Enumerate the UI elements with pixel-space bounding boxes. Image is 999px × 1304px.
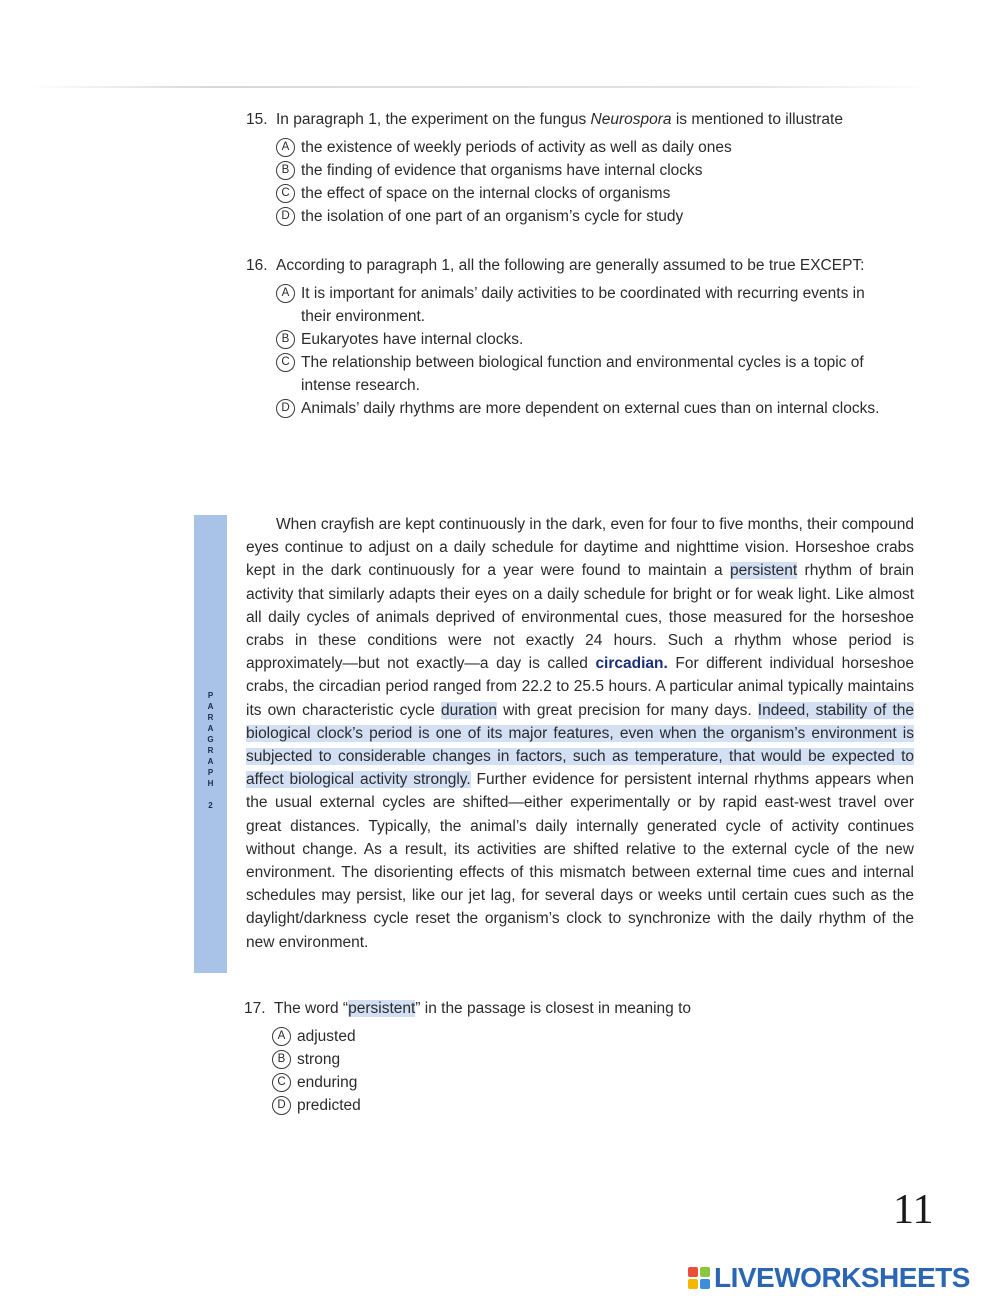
option-d[interactable] [272,1094,844,1117]
option-letter-circle[interactable]: B [272,1050,291,1069]
option-b[interactable] [276,159,916,182]
question-number: 16. [246,257,268,274]
option-letter-circle[interactable]: D [272,1096,291,1115]
option-text: the finding of evidence that organisms have internal clocks [301,162,703,179]
logo-square [700,1267,710,1277]
option-text: Eukaryotes have internal clocks. [301,331,524,348]
question-number: 17. [244,1000,266,1017]
option-text: It is important for animals’ daily activities to be coordinated with recurring events in their environment. [301,285,865,325]
paragraph-tab [194,515,227,973]
option-text: The relationship between biological function and environmental cycles is a topic of intense research. [301,354,864,394]
logo-square [688,1279,698,1289]
question-text: According to paragraph 1, all the following are generally assumed to be true EXCEPT: [276,257,865,274]
option-text: Animals’ daily rhythms are more dependent on external cues than on internal clocks. [301,400,880,417]
option-c[interactable] [276,351,886,397]
page-number: 11 [893,1187,934,1233]
option-b[interactable] [276,328,886,351]
question-16 [246,254,886,420]
option-letter-circle[interactable]: B [276,330,295,349]
highlight-sentence: Indeed, stability of the biological clock’s period is one of its major features, even when the organism’s environment is subjected to considerable changes in factors, such as temperature, that would be expected to affect biological activity strongly. [246,701,915,789]
highlight-persistent: persistent [348,1000,416,1017]
option-letter-circle[interactable]: D [276,207,295,226]
option-text: the effect of space on the internal clocks of organisms [301,185,671,202]
key-term: circadian. [595,655,668,673]
logo-square [700,1279,710,1289]
brand-name: LIVEWORKSHEETS [714,1262,970,1293]
question-stem [244,997,844,1020]
option-a[interactable] [276,136,916,159]
question-stem [246,254,886,277]
option-letter-circle[interactable]: C [276,184,295,203]
option-b[interactable] [272,1048,844,1071]
option-letter-circle[interactable]: A [272,1027,291,1046]
option-text: the isolation of one part of an organism’s cycle for study [301,208,684,225]
option-letter-circle[interactable]: B [276,161,295,180]
option-letter-circle[interactable]: D [276,399,295,418]
option-text: the existence of weekly periods of activity as well as daily ones [301,139,732,156]
highlight-persistent: persistent [730,562,798,580]
option-text: strong [297,1051,341,1068]
paragraph-tab-label [194,690,227,811]
option-c[interactable] [276,182,916,205]
option-letter-circle[interactable]: A [276,284,295,303]
option-letter-circle[interactable]: A [276,138,295,157]
top-divider [30,86,930,88]
passage-paragraph: When crayfish are kept continuously in the dark, even for four to five months, their compound eyes continue to adjust on a daily schedule for daytime and nighttime vision. Horseshoe crabs kept in the dark continuously for a year were found to maintain a persistent rhythm of brain activity that similarly adapts their eyes on a daily schedule for bright or for weak light. Like almost all daily cycles of animals deprived of environmental cues, those measured for the horseshoe crabs in these conditions were not exactly 24 hours. Such a rhythm whose period is approximately—but not exactly—a day is called circadian. For different individual horseshoe crabs, the circadian period ranged from 22.2 to 25.5 hours. A particular animal typically maintains its own characteristic cycle duration with great precision for many days. Indeed, stability of the biological clock’s period is one of its major features, even when the organism’s environment is subjected to considerable changes in factors, such as temperature, that would be expected to affect biological activity strongly. Further evidence for persistent internal rhythms appears when the usual external cycles are shifted—either experimentally or by rapid east-west travel over great distances. Typically, the animal’s daily internally generated cycle of activity continues without change. As a result, its activities are shifted relative to the external cycle of the new environment. The disorienting effects of this mismatch between external time cues and internal schedules may persist, like our jet lag, for several days or weeks until certain cues such as the daylight/darkness cycle reset the organism’s clock to synchronize with the daily rhythm of the new environment. [246,516,915,951]
liveworksheets-brand[interactable] [688,1262,970,1294]
paragraph-tab-text: P A R A G R A P H 2 [207,691,214,810]
logo-square [688,1267,698,1277]
option-text: enduring [297,1074,358,1091]
question-number: 15. [246,111,268,128]
highlight-duration: duration [441,701,498,719]
reading-passage [246,513,914,954]
option-letter-circle[interactable]: C [276,353,295,372]
option-c[interactable] [272,1071,844,1094]
question-15 [246,108,916,228]
liveworksheets-logo-icon [688,1267,710,1289]
option-d[interactable] [276,205,916,228]
option-a[interactable] [272,1025,844,1048]
option-letter-circle[interactable]: C [272,1073,291,1092]
question-text: In paragraph 1, the experiment on the fungus Neurospora is mentioned to illustrate [276,111,843,128]
option-d[interactable] [276,397,886,420]
answer-options [272,1025,844,1117]
question-17 [244,997,844,1117]
question-text: The word “persistent” in the passage is closest in meaning to [274,1000,692,1017]
answer-options [276,282,886,420]
question-stem [246,108,916,131]
answer-options [276,136,916,228]
option-a[interactable] [276,282,886,328]
option-text: adjusted [297,1028,356,1045]
option-text: predicted [297,1097,361,1114]
